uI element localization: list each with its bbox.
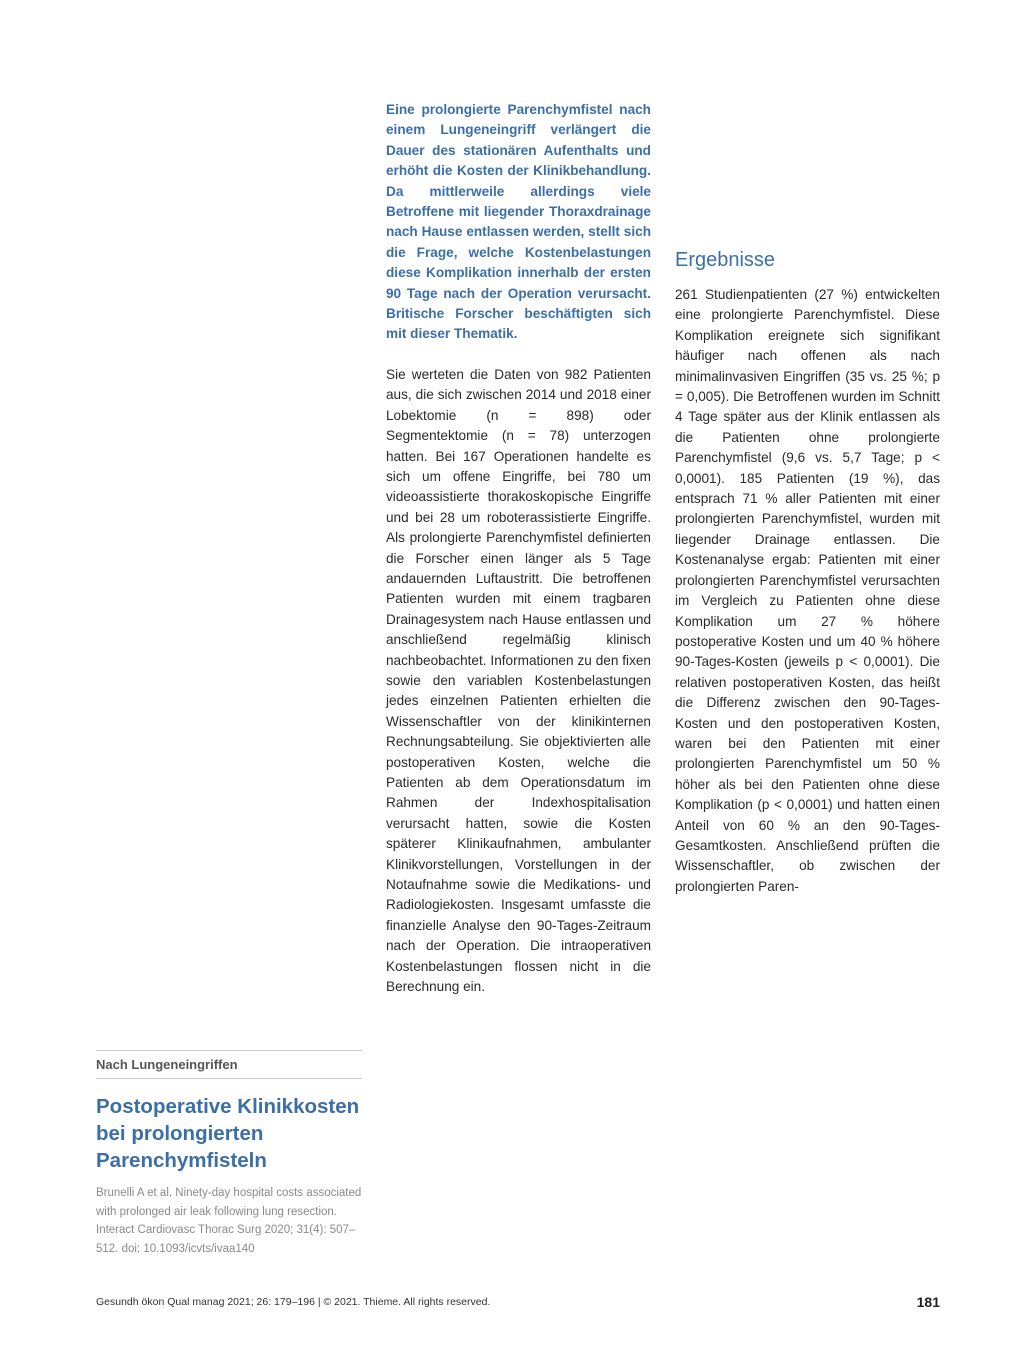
results-heading: Ergebnisse bbox=[675, 249, 776, 271]
rubric-label: Nach Lungeneingriffen bbox=[96, 1050, 362, 1079]
article-methods-paragraph: Sie werteten die Daten von 982 Patienten aus, die sich zwischen 2014 und 2018 einer Lobektomie (n = 898) oder Segmentektomie (n = 78) unterzogen hatten. Bei 167 Operationen handelte es sich um offene Eingriffe, bei 780 um videoassistierte thorakoskopische Eingriffe und bei 28 um roboterassistierte Eingriffe. Als prolongierte Parenchymfistel definierten die Forscher einen länger als 5 Tage andauernden Luftaustritt. Die betroffenen Patienten wurden mit einem tragbaren Drainagesystem nach Hause entlassen und anschließend regelmäßig klinisch nachbeobachtet. Informationen zu den fixen sowie den variablen Kostenbelastungen jedes einzelnen Patienten erhielten die Wissenschaftler von der klinikinternen Rechnungsabteilung. Sie objektivierten alle postoperativen Kosten, welche die Patienten ab dem Operationsdatum im Rahmen der Indexhospitalisation verursacht hatten, sowie die Kosten späterer Klinikaufnahmen, ambulanter Klinikvorstellungen, Vorstellungen in der Notaufnahme sowie die Medikations- und Radiologiekosten. Insgesamt umfasste die finanzielle Analyse den 90-Tages-Zeitraum nach der Operation. Die intraoperativen Kostenbelastungen flossen nicht in die Berechnung ein. bbox=[386, 366, 651, 995]
page-number: 181 bbox=[916, 1294, 940, 1310]
article-title: Postoperative Klinikkosten bei prolongierten Parenchymfisteln bbox=[96, 1095, 360, 1172]
journal-footer: Gesundh ökon Qual manag 2021; 26: 179–196 | © 2021. Thieme. All rights reserved. bbox=[96, 1296, 491, 1308]
source-citation: Brunelli A et al. Ninety-day hospital costs associated with prolonged air leak following lung resection. Interact Cardiovasc Thorac Surg 2020; 31(4): 507–512. doi: 10.1093/icvts/ivaa140 bbox=[96, 1187, 362, 1255]
article-column-right bbox=[675, 100, 940, 897]
continued-text-spacer bbox=[675, 100, 940, 223]
article-lead: Eine prolongierte Parenchymfistel nach einem Lungeneingriff verlängert die Dauer des stationären Aufenthalts und erhöht die Kosten der Klinikbehandlung. Da mittlerweile allerdings viele Betroffene mit liegender Thoraxdrainage nach Hause entlassen werden, stellt sich die Frage, welche Kostenbelastungen diese Komplikation innerhalb der ersten 90 Tage nach der Operation verursacht. Britische Forscher beschäftigten sich mit dieser Thematik. bbox=[386, 102, 651, 342]
article-results-paragraph: 261 Studienpatienten (27 %) entwickelten eine prolongierte Parenchymfistel. Diese Komplikation ereignete sich signifikant häufiger nach offenen als nach minimalinvasiven Eingriffen (35 vs. 25 %; p = 0,005). Die Betroffenen wurden im Schnitt 4 Tage später aus der Klinik entlassen als die Patienten ohne prolongierte Parenchymfistel (9,6 vs. 5,7 Tage; p < 0,0001). 185 Patienten (19 %), das entsprach 71 % aller Patienten mit einer prolongierten Parenchymfistel, wurden mit liegender Drainage entlassen. Die Kostenanalyse ergab: Patienten mit einer prolongierten Parenchymfistel verursachten im Vergleich zu Patienten ohne diese Komplikation um 27 % höhere postoperative Kosten und um 40 % höhere 90-Tages-Kosten (jeweils p < 0,0001). Die relativen postoperativen Kosten, das heißt die Differenz zwischen den 90-Tages-Kosten und den postoperativen Kosten, waren bei den Patienten mit einer prolongierten Parenchymfistel um 50 % höher als bei den Patienten ohne diese Komplikation (p < 0,0001) und hatten einen Anteil von 60 % an den 90-Tages-Gesamtkosten. Anschließend prüften die Wissenschaftler, ob zwischen der prolongierten Paren- bbox=[675, 287, 940, 894]
article-column-left bbox=[386, 100, 651, 997]
article-sidebar bbox=[96, 1050, 362, 1258]
